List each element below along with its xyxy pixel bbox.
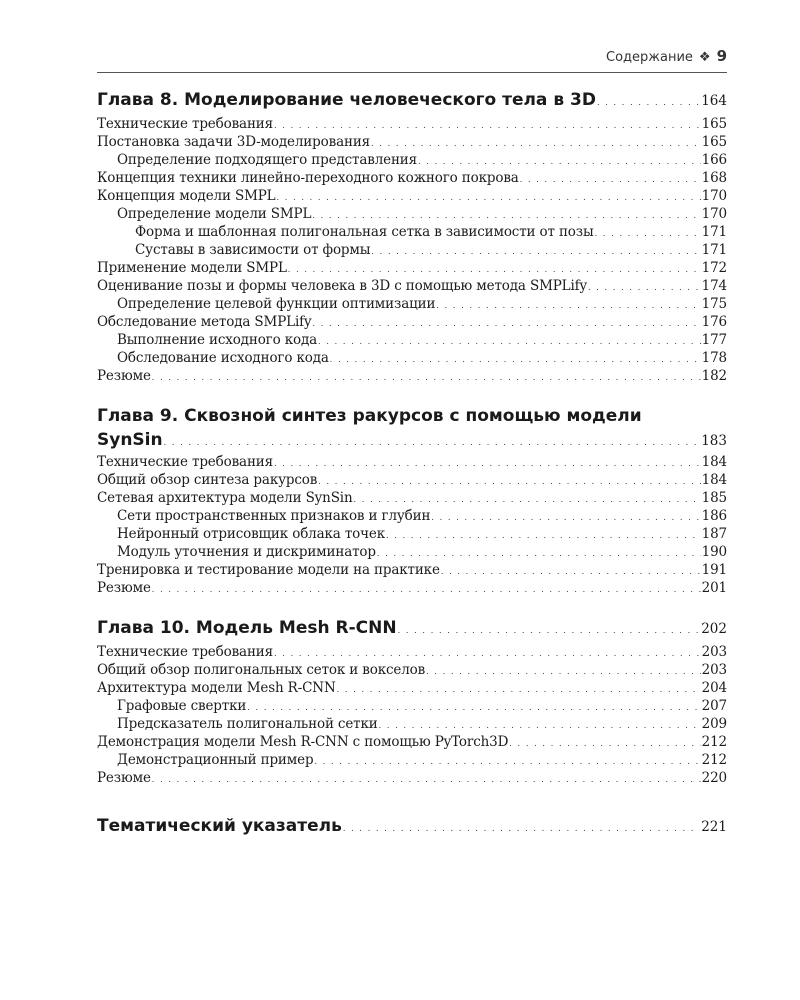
toc-entry-title: Концепция модели SMPL (97, 188, 276, 204)
toc-entry-title: Модуль уточнения и дискриминатор (117, 544, 376, 560)
dot-leader (386, 531, 701, 540)
toc-entry-page: 203 (701, 662, 727, 678)
toc-entry-page: 171 (701, 242, 727, 258)
toc-entry[interactable] (97, 526, 727, 544)
toc-entry-page: 201 (701, 580, 727, 596)
toc-entry-page: 203 (701, 644, 727, 660)
toc-entry-page: 207 (701, 698, 727, 714)
toc-entry-page: 190 (701, 544, 727, 560)
toc-entry-title: Резюме (97, 368, 151, 384)
dot-leader (164, 438, 701, 447)
toc-entry-title: Определение подходящего представления (117, 152, 418, 168)
dot-leader (152, 775, 701, 784)
toc-entry-title: Технические требования (97, 116, 274, 132)
toc-entry[interactable] (97, 454, 727, 472)
dot-leader (277, 193, 701, 202)
toc-entry-page: 170 (701, 188, 727, 204)
toc-entry-title: Демонстрационный пример (117, 752, 314, 768)
dot-leader (343, 824, 700, 833)
toc-entry[interactable] (97, 350, 727, 368)
toc-entry-page: 184 (701, 454, 727, 470)
toc-entry[interactable] (97, 644, 727, 662)
toc-entry-page: 168 (701, 170, 727, 186)
toc-entry[interactable] (97, 152, 727, 170)
toc-entry-page: 170 (701, 206, 727, 222)
table-of-contents (97, 90, 727, 842)
toc-entry[interactable] (97, 278, 727, 296)
chapter-10-heading[interactable] (97, 618, 727, 644)
toc-entry[interactable] (97, 580, 727, 598)
dot-leader (595, 229, 701, 238)
toc-entry[interactable] (97, 698, 727, 716)
running-header (97, 47, 727, 69)
toc-entry[interactable] (97, 544, 727, 562)
toc-entry-title: Нейронный отрисовщик облака точек (117, 526, 386, 542)
dot-leader (371, 247, 700, 256)
index-title: Тематический указатель (97, 816, 342, 836)
toc-entry[interactable] (97, 680, 727, 698)
toc-entry-title: Архитектура модели Mesh R-CNN (97, 680, 336, 696)
toc-entry-title: Сетевая архитектура модели SynSin (97, 490, 353, 506)
dot-leader (426, 667, 701, 676)
toc-entry-page: 182 (701, 368, 727, 384)
chapter-page: 202 (701, 621, 727, 637)
toc-entry-page: 171 (701, 224, 727, 240)
chapter-9-heading[interactable] (97, 406, 727, 454)
toc-entry-page: 177 (701, 332, 727, 348)
index-heading[interactable] (97, 816, 727, 842)
toc-entry-title: Обследование исходного кода (117, 350, 329, 366)
dot-leader (441, 567, 701, 576)
toc-entry[interactable] (97, 134, 727, 152)
dot-leader (377, 549, 701, 558)
toc-entry-title: Выполнение исходного кода (117, 332, 318, 348)
dot-leader (418, 157, 701, 166)
toc-entry-title: Суставы в зависимости от формы (135, 242, 371, 258)
toc-entry-title: Технические требования (97, 644, 274, 660)
toc-entry[interactable] (97, 508, 727, 526)
chapter-title-line-1: Глава 9. Сквозной синтез ракурсов с помощью модели (97, 406, 642, 426)
dot-leader (597, 98, 700, 107)
toc-entry[interactable] (97, 332, 727, 350)
spacer (97, 788, 727, 816)
toc-entry-page: 174 (701, 278, 727, 294)
dot-leader (247, 703, 700, 712)
dot-leader (371, 139, 701, 148)
dot-leader (288, 265, 701, 274)
page-number: 9 (716, 47, 727, 65)
spacer (97, 598, 727, 618)
dot-leader (314, 757, 700, 766)
toc-entry-title: Оценивание позы и формы человека в 3D с помощью метода SMPLify (97, 278, 587, 294)
toc-entry-page: 212 (701, 752, 727, 768)
toc-entry[interactable] (97, 224, 727, 242)
dot-leader (436, 301, 700, 310)
toc-entry[interactable] (97, 116, 727, 134)
toc-entry-page: 185 (701, 490, 727, 506)
toc-entry-title: Концепция техники линейно-переходного кожного покрова (97, 170, 519, 186)
dot-leader (274, 649, 701, 658)
dot-leader (330, 355, 701, 364)
toc-entry-page: 204 (701, 680, 727, 696)
toc-entry[interactable] (97, 368, 727, 386)
dot-leader (312, 211, 700, 220)
dot-leader (312, 319, 700, 328)
toc-entry-page: 172 (701, 260, 727, 276)
dot-leader (274, 459, 701, 468)
dot-leader (318, 337, 701, 346)
dot-leader (520, 175, 701, 184)
toc-entry-title: Резюме (97, 580, 151, 596)
dot-leader (431, 513, 700, 522)
toc-entry-title: Форма и шаблонная полигональная сетка в зависимости от позы (135, 224, 594, 240)
running-header-section: Содержание (606, 50, 693, 65)
toc-entry-page: 186 (701, 508, 727, 524)
toc-entry[interactable] (97, 206, 727, 224)
header-rule (97, 72, 727, 73)
toc-entry[interactable] (97, 170, 727, 188)
dot-leader (354, 495, 701, 504)
dot-leader (398, 626, 701, 635)
toc-entry[interactable] (97, 490, 727, 508)
toc-entry-title: Резюме (97, 770, 151, 786)
toc-entry-title: Демонстрация модели Mesh R-CNN с помощью PyTorch3D (97, 734, 509, 750)
toc-entry-title: Сети пространственных признаков и глубин (117, 508, 431, 524)
toc-entry-title: Технические требования (97, 454, 274, 470)
spacer (97, 386, 727, 406)
toc-entry-page: 166 (701, 152, 727, 168)
toc-entry-title: Применение модели SMPL (97, 260, 287, 276)
toc-entry-title: Общий обзор полигональных сеток и вокселов (97, 662, 426, 678)
toc-entry-title: Общий обзор синтеза ракурсов (97, 472, 318, 488)
toc-entry[interactable] (97, 314, 727, 332)
dot-leader (318, 477, 700, 486)
toc-entry[interactable] (97, 242, 727, 260)
toc-entry-page: 191 (701, 562, 727, 578)
toc-entry-page: 175 (701, 296, 727, 312)
toc-entry-page: 220 (701, 770, 727, 786)
toc-entry-title: Графовые свертки (117, 698, 247, 714)
dot-leader (152, 585, 701, 594)
chapter-page: 164 (701, 93, 727, 109)
chapter-title: Глава 10. Модель Mesh R-CNN (97, 618, 397, 638)
toc-entry-title: Обследование метода SMPLify (97, 314, 312, 330)
toc-entry[interactable] (97, 472, 727, 490)
toc-entry[interactable] (97, 716, 727, 734)
toc-entry[interactable] (97, 562, 727, 580)
index-page: 221 (701, 819, 727, 835)
toc-entry[interactable] (97, 752, 727, 770)
dot-leader (379, 721, 701, 730)
toc-entry-title: Определение модели SMPL (117, 206, 312, 222)
toc-entry-title: Тренировка и тестирование модели на практике (97, 562, 440, 578)
toc-entry-page: 212 (701, 734, 727, 750)
chapter-8-heading[interactable] (97, 90, 727, 116)
four-diamond-ornament-icon: ❖ (698, 50, 711, 65)
dot-leader (509, 739, 700, 748)
toc-entry-title: Постановка задачи 3D-моделирования (97, 134, 371, 150)
dot-leader (588, 283, 701, 292)
chapter-title-line-2: SynSin (97, 430, 163, 450)
dot-leader (152, 373, 701, 382)
dot-leader (274, 121, 701, 130)
toc-entry[interactable] (97, 188, 727, 206)
toc-entry-title: Предсказатель полигональной сетки (117, 716, 378, 732)
toc-entry-page: 176 (701, 314, 727, 330)
toc-entry-title: Определение целевой функции оптимизации (117, 296, 436, 312)
toc-entry-page: 209 (701, 716, 727, 732)
toc-entry-page: 184 (701, 472, 727, 488)
toc-entry[interactable] (97, 260, 727, 278)
chapter-title: Глава 8. Моделирование человеческого тела в 3D (97, 90, 596, 110)
toc-entry-page: 165 (701, 134, 727, 150)
toc-entry-page: 178 (701, 350, 727, 366)
toc-entry[interactable] (97, 734, 727, 752)
toc-entry[interactable] (97, 296, 727, 314)
toc-entry-page: 187 (701, 526, 727, 542)
toc-entry[interactable] (97, 662, 727, 680)
toc-entry[interactable] (97, 770, 727, 788)
toc-entry-page: 165 (701, 116, 727, 132)
dot-leader (337, 685, 701, 694)
chapter-page: 183 (701, 433, 727, 449)
